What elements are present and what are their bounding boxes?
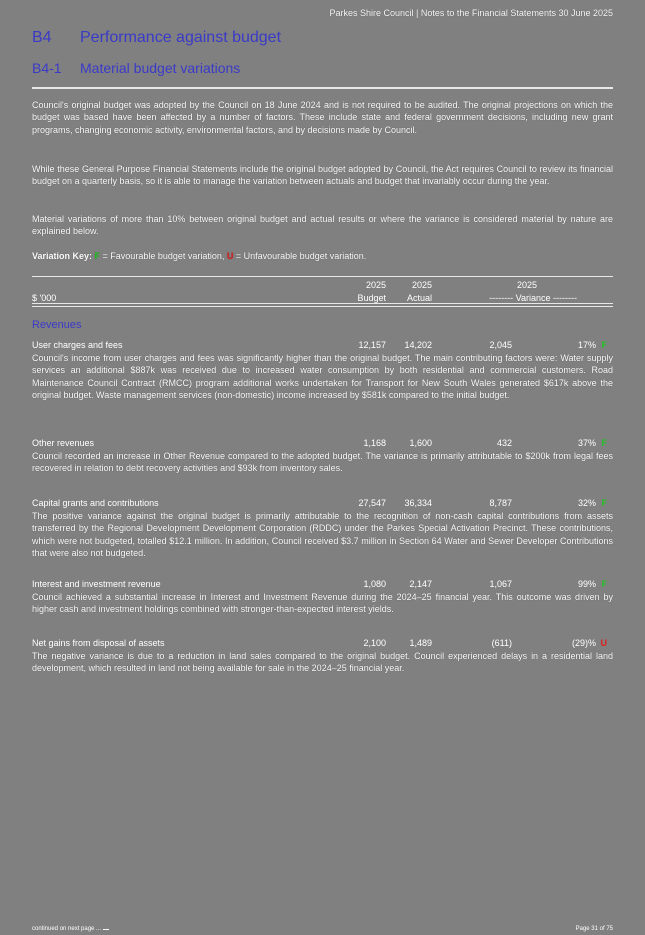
review-paragraph: While these General Purpose Financial Statements include the original budget adopted by Council, the Act requires Council to review its financial budget on a quarterly basis, so it is able to manage the variation between actuals and budget that invariably occur during the year. [32,164,613,187]
page-number: Page 31 of 75 [575,926,613,932]
actual-header: Actual [406,293,432,303]
row-actual: 1,489 [409,638,432,648]
table-header-bottom-rule [32,303,613,307]
budget-year: 2025 [365,280,386,290]
row-label: User charges and fees [32,340,123,350]
row-label: Other revenues [32,438,95,448]
intro-paragraph: Council's original budget was adopted by the Council on 18 June 2024 and is not required to be audited. The original projections on which the budget was based have been affected by a number of factors. These include state and federal government decisions, including new grant programs, changing economic activity, environmental factors, and by decisions made by Council. [32,100,613,135]
unfavourable-letter: U [226,251,234,261]
row-variance: 8,787 [489,498,512,508]
row-variance: 2,045 [489,340,512,350]
row-variance: (611) [491,638,512,648]
favourable-flag: F [601,340,607,350]
variance-header: -------- Variance -------- [489,293,577,303]
section-title: Performance against budget [80,29,282,46]
budget-header: Budget [357,293,386,303]
favourable-flag: F [601,438,607,448]
variation-item [32,498,613,560]
row-label: Interest and investment revenue [32,579,161,589]
row-description: Council's income from user charges and fees was significantly higher than the original budget. The main contributing factors were: Water supply services an additional $887k was received due to increased water consumption by both residential and commercial customers. Road Maintenance Council Contract (RMCC) program additional works undertaken for Transport for New South Wales generated $617k above the original budget. Waste management services (non-domestic) income increased by $581k compared to the initial budget. [32,353,613,401]
units-label: $ '000 [32,293,57,303]
favourable-flag: F [601,498,607,508]
continued-underline [103,929,109,930]
favourable-letter: F [94,251,101,261]
actual-year: 2025 [411,280,432,290]
variation-item [32,438,613,475]
row-budget: 1,080 [363,579,386,589]
variation-item [32,638,613,675]
continued-note [32,926,109,932]
row-percent: 32% [577,498,596,508]
variance-year: 2025 [516,280,537,290]
row-description: Council recorded an increase in Other Revenue compared to the adopted budget. The variance is primarily attributable to $200k from legal fees recovered in relation to debt recovery activities and $93k from inventory sales. [32,451,613,474]
row-description: Council achieved a substantial increase in Interest and Investment Revenue during the 2024–25 financial year. This outcome was driven by higher cash and investment holdings combined with stronger-than-expected interest yields. [32,592,613,615]
materiality-paragraph: Material variations of more than 10% between original budget and actual results or where the variance is considered material by nature are explained below. [32,214,613,237]
variation-item [32,579,613,616]
table-row [32,579,613,591]
unfavourable-flag: U [600,638,607,648]
row-variance: 1,067 [489,579,512,589]
table-header-top-rule [32,276,613,277]
row-label: Capital grants and contributions [32,498,159,508]
row-actual: 36,334 [404,498,432,508]
favourable-flag: F [601,579,607,589]
subsection-number: B4-1 [32,60,62,76]
row-percent: 37% [577,438,596,448]
unfavourable-text: = Unfavourable budget variation. [233,251,367,261]
row-percent: (29)% [571,638,596,648]
table-row [32,498,613,510]
section-number: B4 [32,29,52,46]
table-row [32,340,613,352]
row-budget: 12,157 [358,340,386,350]
running-header: Parkes Shire Council | Notes to the Financial Statements 30 June 2025 [329,8,613,18]
variation-key-label: Variation Key: [32,251,93,261]
variation-item [32,340,613,402]
row-description: The positive variance against the original budget is primarily attributable to the recognition of non-cash capital contributions from assets transferred by the Regional Development Development Corporation (RDDC) under the Parkes Special Activation Precinct. These contributions, which were not budgeted, totalled $12.1 million. In addition, Council received $3.7 million in Section 64 Water and Sewer Developer Contributions that were also not budgeted. [32,511,613,559]
row-actual: 2,147 [409,579,432,589]
row-variance: 432 [496,438,512,448]
table-row [32,638,613,650]
subsection-heading [32,60,240,76]
revenues-heading: Revenues [32,319,82,331]
row-budget: 1,168 [363,438,386,448]
row-actual: 14,202 [404,340,432,350]
heading-divider [32,87,613,89]
row-percent: 99% [577,579,596,589]
row-description: The negative variance is due to a reduction in land sales compared to the original budget. Council experienced delays in a residential land development, which resulted in land not being available for sale in the 2024–25 financial year. [32,651,613,674]
variation-key [32,250,613,262]
row-actual: 1,600 [409,438,432,448]
row-label: Net gains from disposal of assets [32,638,165,648]
table-header [32,276,613,306]
row-budget: 2,100 [363,638,386,648]
subsection-title: Material budget variations [80,60,241,76]
row-budget: 27,547 [358,498,386,508]
continued-text: continued on next page ... [32,926,102,932]
favourable-text: = Favourable budget variation, [100,251,227,261]
table-row [32,438,613,450]
row-percent: 17% [577,340,596,350]
section-heading [32,29,281,47]
